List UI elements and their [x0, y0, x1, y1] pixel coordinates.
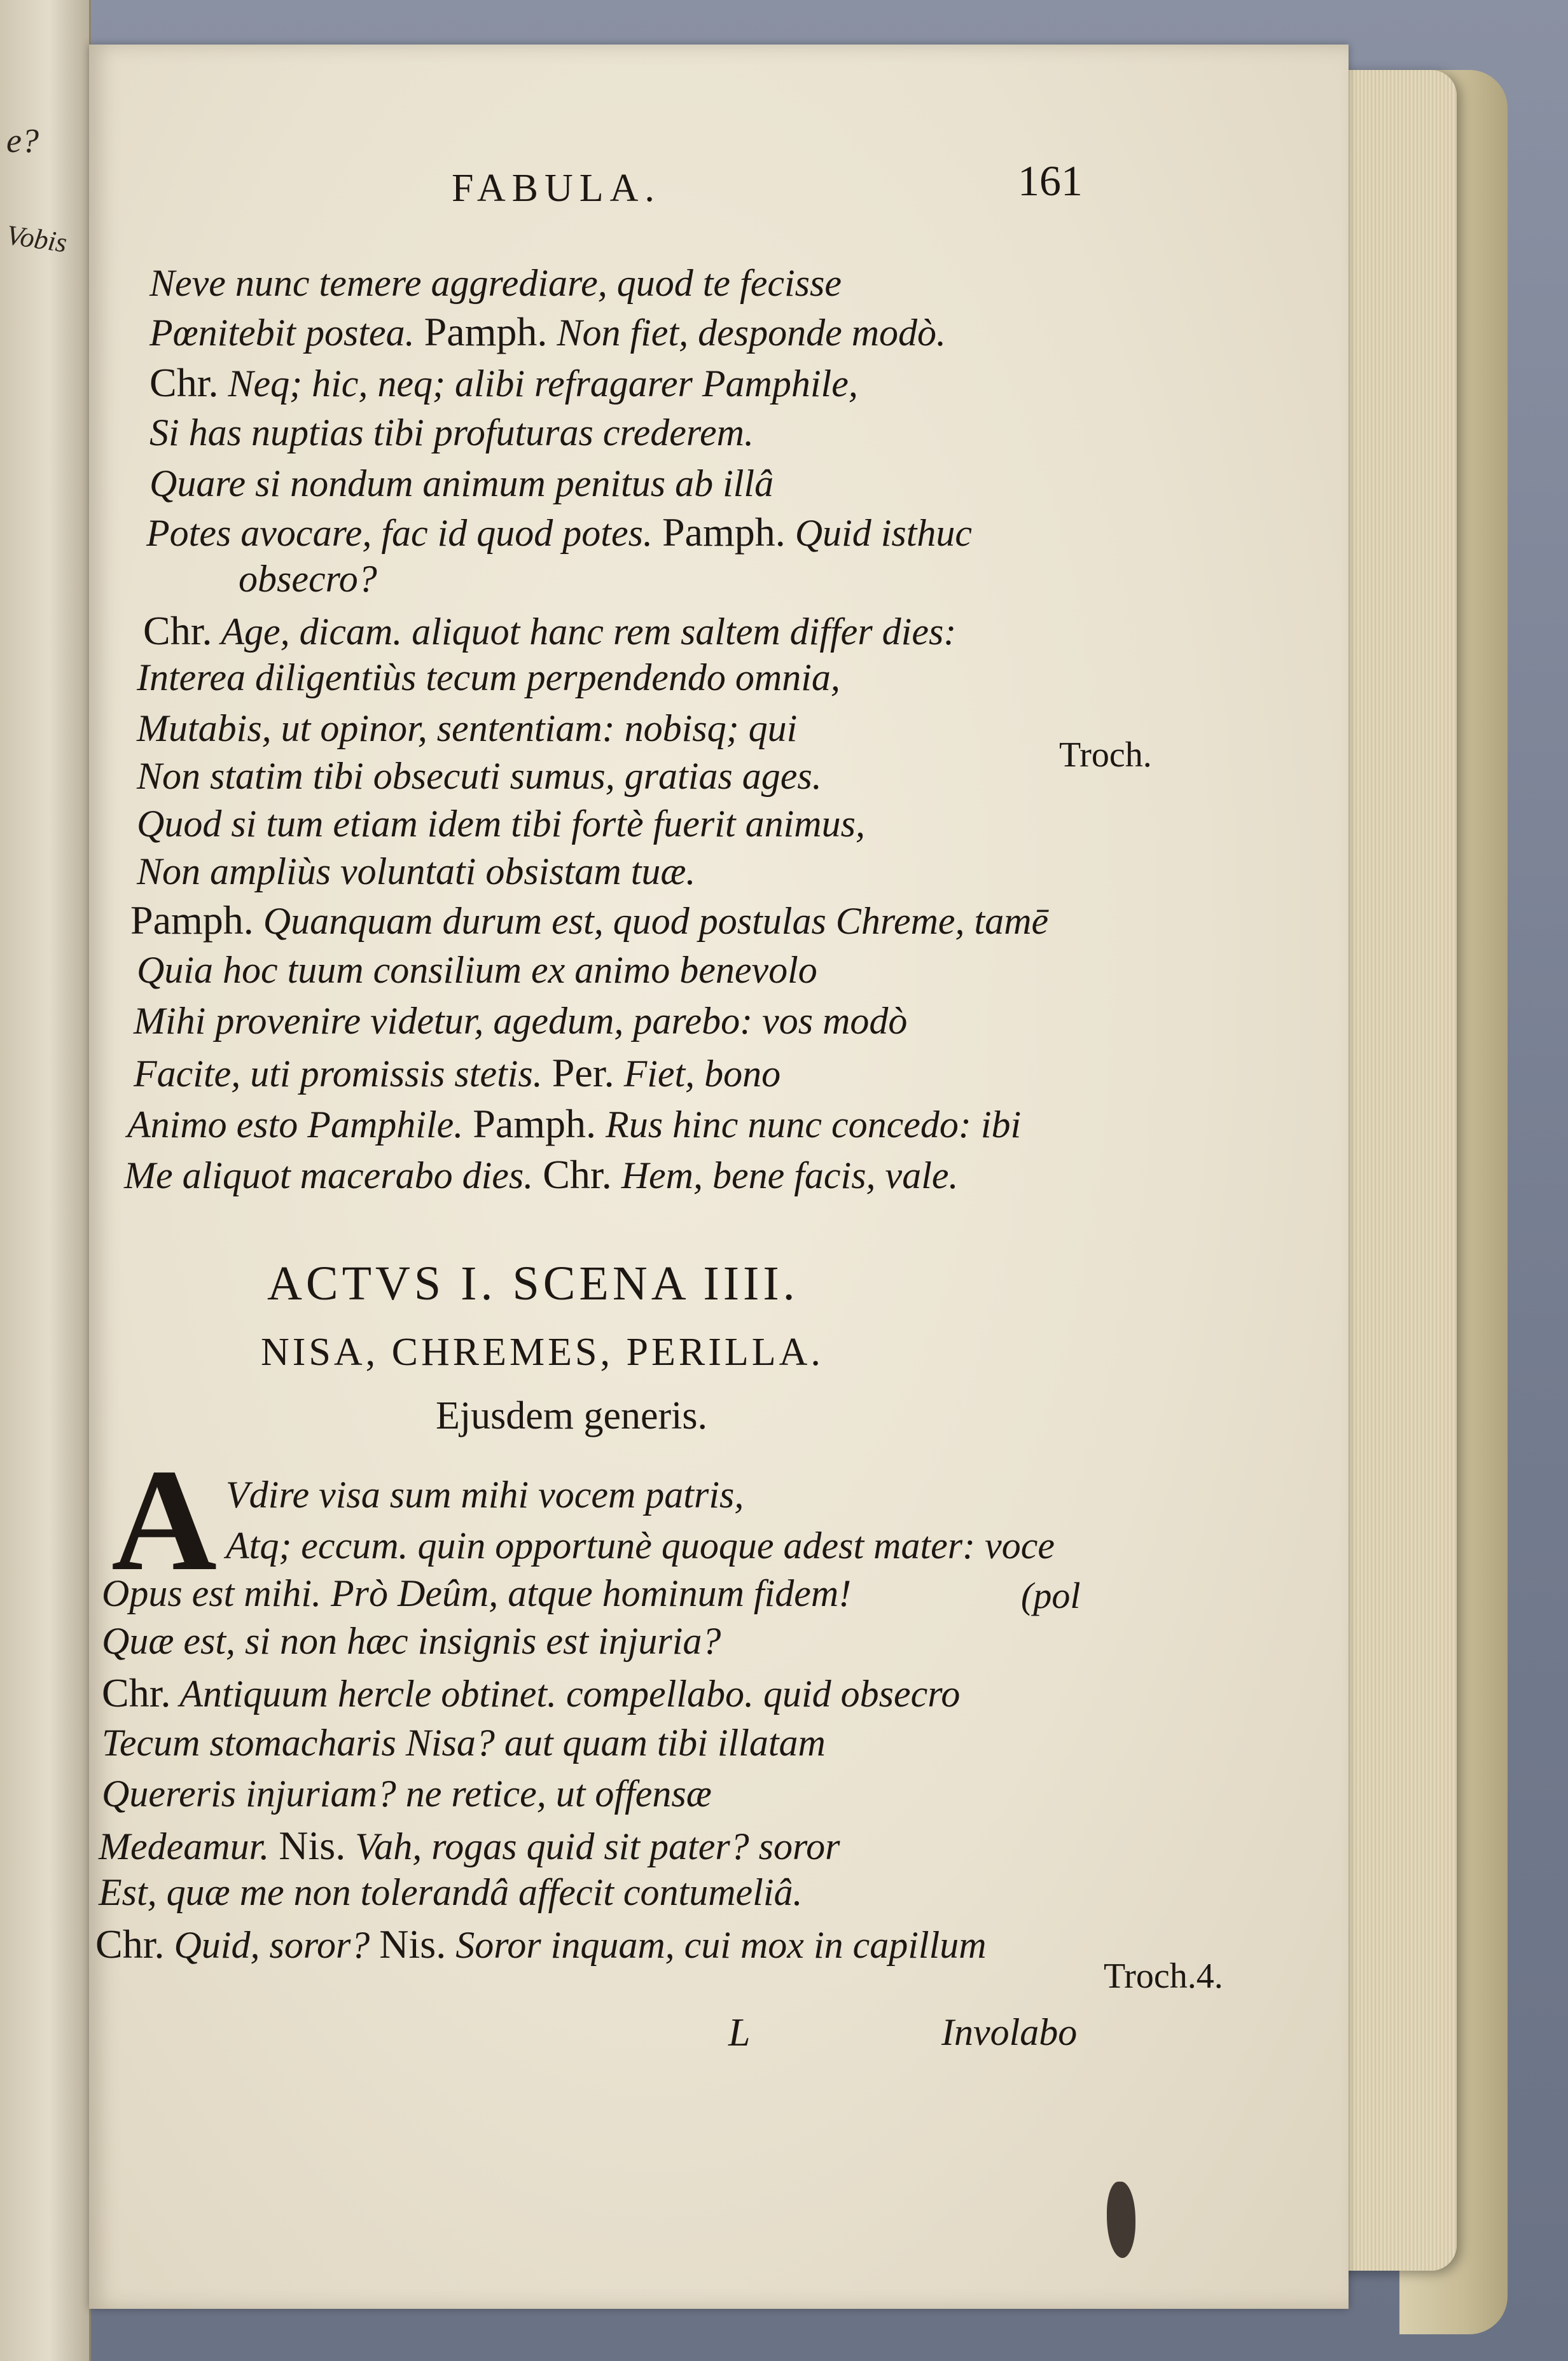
speaker-label: Nis.: [379, 1921, 447, 1967]
text-line: [99, 1825, 840, 1866]
text-line: [102, 1670, 961, 1715]
running-title: FABULA.: [452, 167, 661, 210]
verse-text: Interea diligentiùs tecum perpendendo omnia,: [137, 656, 840, 698]
verse-text: Non ampliùs voluntati obsistam tuæ.: [137, 850, 696, 892]
verse-text: Fiet, bono: [614, 1053, 781, 1095]
left-page-fragment-vobis: Vobis: [4, 219, 69, 259]
verse-text: Potes avocare, fac id quod potes.: [146, 512, 662, 554]
text-line: [239, 560, 377, 598]
verse-text: Vdire visa sum mihi vocem patris,: [226, 1474, 744, 1516]
speaker-label: Nis.: [279, 1823, 346, 1868]
book-page: [89, 45, 1349, 2309]
verse-text: Mihi provenire videtur, agedum, parebo: vos modò: [134, 1000, 908, 1042]
verse-text: Hem, bene facis, vale.: [611, 1154, 959, 1196]
verse-text: Antiquum hercle obtinet. compellabo. quid obsecro: [170, 1673, 961, 1715]
margin-note-pol: (pol: [1021, 1575, 1081, 1616]
verse-text: Quid isthuc: [785, 512, 973, 554]
text-line: [102, 1574, 851, 1612]
speaker-label: Pamph.: [473, 1101, 597, 1146]
text-line: [134, 1002, 907, 1040]
facing-page-fragment: [0, 0, 91, 2361]
text-line: [149, 413, 754, 452]
verse-text: Atq; eccum. quin opportunè quoque adest mater: voce: [226, 1525, 1055, 1567]
verse-text: Non statim tibi obsecuti sumus, gratias ages.: [137, 755, 822, 797]
text-line: [102, 1775, 712, 1813]
verse-text: Est, quæ me non tolerandâ affecit contumeliâ.: [99, 1871, 803, 1913]
text-line: [127, 1101, 1022, 1146]
text-line: [137, 709, 797, 747]
text-line: [226, 1527, 1055, 1565]
text-line: [137, 757, 822, 795]
text-line: [137, 805, 865, 843]
text-line: [143, 608, 957, 653]
verse-text: Quanquam durum est, quod postulas Chreme, tamē: [253, 900, 1049, 942]
speaker-label: Chr.: [543, 1152, 612, 1197]
verse-text: Quereris injuriam? ne retice, ut offensæ: [102, 1773, 712, 1815]
verse-text: Soror inquam, cui mox in capillum: [446, 1924, 987, 1966]
text-line: [149, 464, 774, 502]
verse-text: Medeamur.: [99, 1825, 279, 1867]
speaker-label: Pamph.: [662, 509, 786, 555]
verse-text: Neq; hic, neq; alibi refragarer Pamphile,: [218, 363, 858, 405]
page-block-fore-edge: [1329, 70, 1457, 2271]
text-line: [137, 852, 695, 890]
scene-persons: NISA, CHREMES, PERILLA.: [261, 1331, 824, 1374]
text-line: [226, 1476, 744, 1514]
verse-text: Tecum stomacharis Nisa? aut quam tibi illatam: [102, 1722, 826, 1764]
left-page-fragment-top: e?: [6, 121, 39, 160]
margin-note-troch-4: Troch.4.: [1104, 1956, 1223, 1996]
text-line: [102, 1622, 721, 1660]
text-line: [99, 1873, 803, 1911]
scene-genre: Ejusdem generis.: [436, 1394, 708, 1437]
text-line: [149, 309, 947, 354]
speaker-label: Per.: [552, 1050, 614, 1095]
verse-text: Me aliquot macerabo dies.: [124, 1154, 543, 1196]
text-line: [137, 951, 817, 989]
drop-capital: A: [111, 1439, 218, 1601]
verse-text: Quæ est, si non hæc insignis est injuria?: [102, 1620, 721, 1662]
text-line: [102, 1724, 826, 1762]
verse-text: Quia hoc tuum consilium ex animo benevolo: [137, 949, 817, 991]
speaker-label: Chr.: [95, 1921, 165, 1967]
signature-mark: L: [728, 2011, 751, 2054]
margin-note-troch: Troch.: [1059, 735, 1152, 775]
page-number: 161: [1018, 156, 1083, 205]
scene-act-heading: ACTVS I. SCENA IIII.: [267, 1257, 799, 1310]
text-line: [146, 509, 973, 555]
verse-text: Quod si tum etiam idem tibi fortè fuerit animus,: [137, 803, 865, 845]
speaker-label: Pamph.: [424, 309, 548, 354]
speaker-label: Chr.: [149, 360, 219, 405]
verse-text: Opus est mihi. Prò Deûm, atque hominum fidem!: [102, 1572, 852, 1614]
verse-text: Quare si nondum animum penitus ab illâ: [149, 462, 774, 504]
text-line: [124, 1154, 959, 1195]
text-line: [149, 360, 858, 405]
verse-text: Animo esto Pamphile.: [127, 1104, 473, 1146]
verse-text: obsecro?: [239, 558, 377, 600]
text-line: [137, 658, 840, 696]
text-line: [95, 1921, 987, 1967]
verse-text: Vah, rogas quid sit pater? soror: [345, 1825, 840, 1867]
verse-text: Age, dicam. aliquot hanc rem saltem differ dies:: [212, 611, 957, 653]
text-line: [134, 1050, 781, 1095]
verse-text: Non fiet, desponde modò.: [547, 312, 947, 354]
speaker-label: Chr.: [143, 608, 212, 653]
verse-text: Facite, uti promissis stetis.: [134, 1053, 552, 1095]
speaker-label: Chr.: [102, 1670, 171, 1715]
text-line: [149, 264, 842, 302]
verse-text: Rus hinc nunc concedo: ibi: [596, 1104, 1022, 1146]
verse-text: Neve nunc temere aggrediare, quod te fecisse: [149, 262, 842, 304]
text-line: [130, 897, 1049, 943]
speaker-label: Pamph.: [130, 897, 254, 943]
verse-text: Si has nuptias tibi profuturas crederem.: [149, 412, 754, 454]
catchword: Involabo: [941, 2011, 1078, 2053]
verse-text: Pœnitebit postea.: [149, 312, 424, 354]
verse-text: Quid, soror?: [164, 1924, 380, 1966]
verse-text: Mutabis, ut opinor, sententiam: nobisq; qui: [137, 707, 798, 749]
